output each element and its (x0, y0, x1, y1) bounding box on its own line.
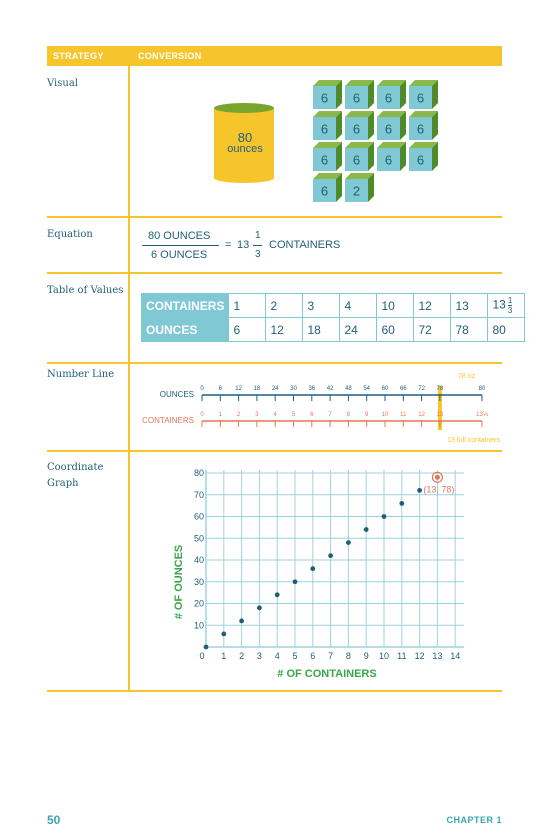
table-row-label: OUNCES (142, 318, 229, 342)
x-tick-label: 12 (414, 651, 425, 661)
x-tick-label: 0 (199, 651, 205, 661)
bottom-note: 13 full containers (447, 437, 500, 444)
y-tick-label: 60 (193, 511, 204, 522)
equation-equals: = (225, 239, 232, 251)
mixed-whole: 13 (492, 297, 506, 312)
ounce-tick-label: 24 (271, 386, 279, 392)
data-point (257, 605, 262, 610)
ounce-tick-label: 36 (308, 386, 316, 392)
ounce-tick-label: 42 (326, 386, 334, 392)
strategy-header: STRATEGY (53, 51, 104, 61)
ounce-tick-label: 60 (381, 386, 389, 392)
table-cell: 80 (488, 318, 525, 342)
x-tick-label: 3 (256, 651, 262, 661)
data-point (310, 566, 315, 571)
equation-numerator: 80 OUNCES (148, 230, 211, 242)
container-tick-label: 11 (400, 412, 407, 418)
container-tick-label: 13⅓ (476, 412, 488, 418)
ounce-tick-label: 0 (200, 386, 204, 392)
container-tick-label: 6 (310, 412, 314, 418)
equation-frac-num: 1 (255, 230, 261, 241)
ounces-axis-label: OUNCES (159, 390, 194, 399)
ounce-tick-label: 48 (345, 386, 352, 392)
page-number: 50 (47, 813, 61, 827)
row-divider (47, 690, 502, 692)
y-axis-label: # OF OUNCES (173, 544, 185, 620)
container-tick-label: 3 (255, 412, 259, 418)
y-tick-label: 30 (193, 576, 204, 587)
highlight-point (435, 475, 440, 480)
cube-value: 6 (352, 152, 361, 168)
container-tick-label: 9 (365, 412, 369, 418)
row-label-coordinate: Coordinate (47, 462, 104, 473)
x-tick-label: 8 (345, 651, 351, 661)
row-label-graph: Graph (47, 478, 79, 489)
table-cell: 2 (266, 294, 303, 318)
container-tick-label: 2 (236, 412, 241, 418)
container-tick-label: 8 (346, 412, 351, 418)
cube-value: 6 (384, 90, 393, 106)
x-tick-label: 2 (239, 651, 245, 661)
equation-denominator: 6 OUNCES (151, 249, 208, 261)
equation-frac-den: 3 (255, 249, 261, 260)
ounce-tick-label: 78 (436, 386, 444, 392)
data-point (399, 501, 404, 506)
table-cell: 10 (377, 294, 414, 318)
row-label-table: Table of Values (47, 285, 124, 296)
data-point (275, 592, 280, 597)
y-tick-label: 80 (193, 468, 204, 478)
data-point (417, 488, 422, 493)
table-cell: 12 (414, 294, 451, 318)
cube-value: 6 (320, 183, 329, 199)
ounce-tick-label: 66 (399, 386, 407, 392)
data-point (221, 632, 226, 637)
table-cell: 13 (451, 294, 488, 318)
table-cell: 60 (377, 318, 414, 342)
cube-value: 6 (352, 90, 361, 106)
cube-value: 6 (416, 152, 425, 168)
x-tick-label: 5 (292, 651, 298, 661)
ounce-tick-label: 54 (363, 386, 371, 392)
table-cell: 6 (229, 318, 266, 342)
cylinder-unit: ounces (227, 143, 263, 155)
y-tick-label: 40 (193, 555, 204, 565)
cube-value: 6 (416, 121, 425, 137)
y-tick-label: 50 (193, 533, 204, 544)
data-point (346, 540, 351, 545)
cube-value: 6 (384, 121, 393, 137)
table-cell: 24 (340, 318, 377, 342)
cube-value: 6 (384, 152, 393, 168)
table-cell: 1 (229, 294, 266, 318)
row-label-visual: Visual (47, 78, 78, 89)
data-point (239, 619, 244, 624)
table-cell: 18 (303, 318, 340, 342)
table-cell: 3 (303, 294, 340, 318)
x-tick-label: 6 (310, 651, 316, 661)
equation-unit: CONTAINERS (269, 239, 341, 251)
container-tick-label: 5 (291, 412, 296, 418)
cube-value: 2 (352, 183, 361, 199)
x-tick-label: 14 (450, 651, 461, 661)
container-tick-label: 7 (328, 412, 332, 418)
table-cell: 12 (266, 318, 303, 342)
containers-axis-label: CONTAINERS (142, 416, 194, 425)
container-tick-label: 13 (436, 412, 444, 418)
ounce-tick-label: 18 (253, 386, 261, 392)
cube-value: 6 (320, 121, 329, 137)
data-point (293, 579, 298, 584)
ounce-tick-label: 30 (290, 386, 297, 392)
cube-value: 6 (352, 121, 361, 137)
row-label-equation: Equation (47, 229, 93, 240)
container-tick-label: 1 (218, 412, 222, 418)
container-tick-label: 4 (273, 412, 277, 418)
ounce-tick-label: 6 (218, 386, 222, 392)
highlight-label: (13, 78) (423, 484, 455, 495)
data-point (204, 645, 209, 650)
x-tick-label: 13 (432, 651, 443, 661)
cube-value: 6 (320, 152, 329, 168)
table-cell: 78 (451, 318, 488, 342)
cube-value: 6 (320, 90, 329, 106)
cylinder-value: 80 (237, 130, 253, 145)
mixed-frac-den: 3 (507, 306, 513, 315)
y-tick-label: 70 (193, 489, 204, 500)
container-tick-label: 0 (200, 412, 204, 418)
top-note: 78 oz (458, 373, 476, 380)
y-tick-label: 10 (193, 620, 204, 631)
table-cell: 72 (414, 318, 451, 342)
data-point (328, 553, 333, 558)
data-point (382, 514, 387, 519)
ounce-tick-label: 12 (235, 386, 242, 392)
table-row-label: CONTAINERS (142, 294, 229, 318)
x-tick-label: 11 (397, 651, 407, 661)
container-tick-label: 12 (418, 412, 425, 418)
equation-whole: 13 (237, 239, 250, 251)
table-cell: 4 (340, 294, 377, 318)
row-label-number-line: Number Line (47, 369, 115, 380)
x-tick-label: 7 (328, 651, 334, 661)
mixed-frac-num: 1 (507, 296, 513, 305)
cube-value: 6 (416, 90, 425, 106)
data-point (364, 527, 369, 532)
x-axis-label: # OF CONTAINERS (277, 668, 377, 680)
x-tick-label: 4 (274, 651, 280, 661)
x-tick-label: 1 (221, 651, 227, 661)
ounce-tick-label: 80 (478, 386, 486, 392)
container-tick-label: 10 (381, 412, 389, 418)
x-tick-label: 10 (378, 651, 390, 661)
conversion-header: CONVERSION (138, 51, 202, 61)
chapter-label: CHAPTER 1 (446, 815, 502, 825)
y-tick-label: 20 (193, 598, 204, 609)
x-tick-label: 9 (363, 651, 369, 661)
ounce-tick-label: 72 (418, 386, 425, 392)
